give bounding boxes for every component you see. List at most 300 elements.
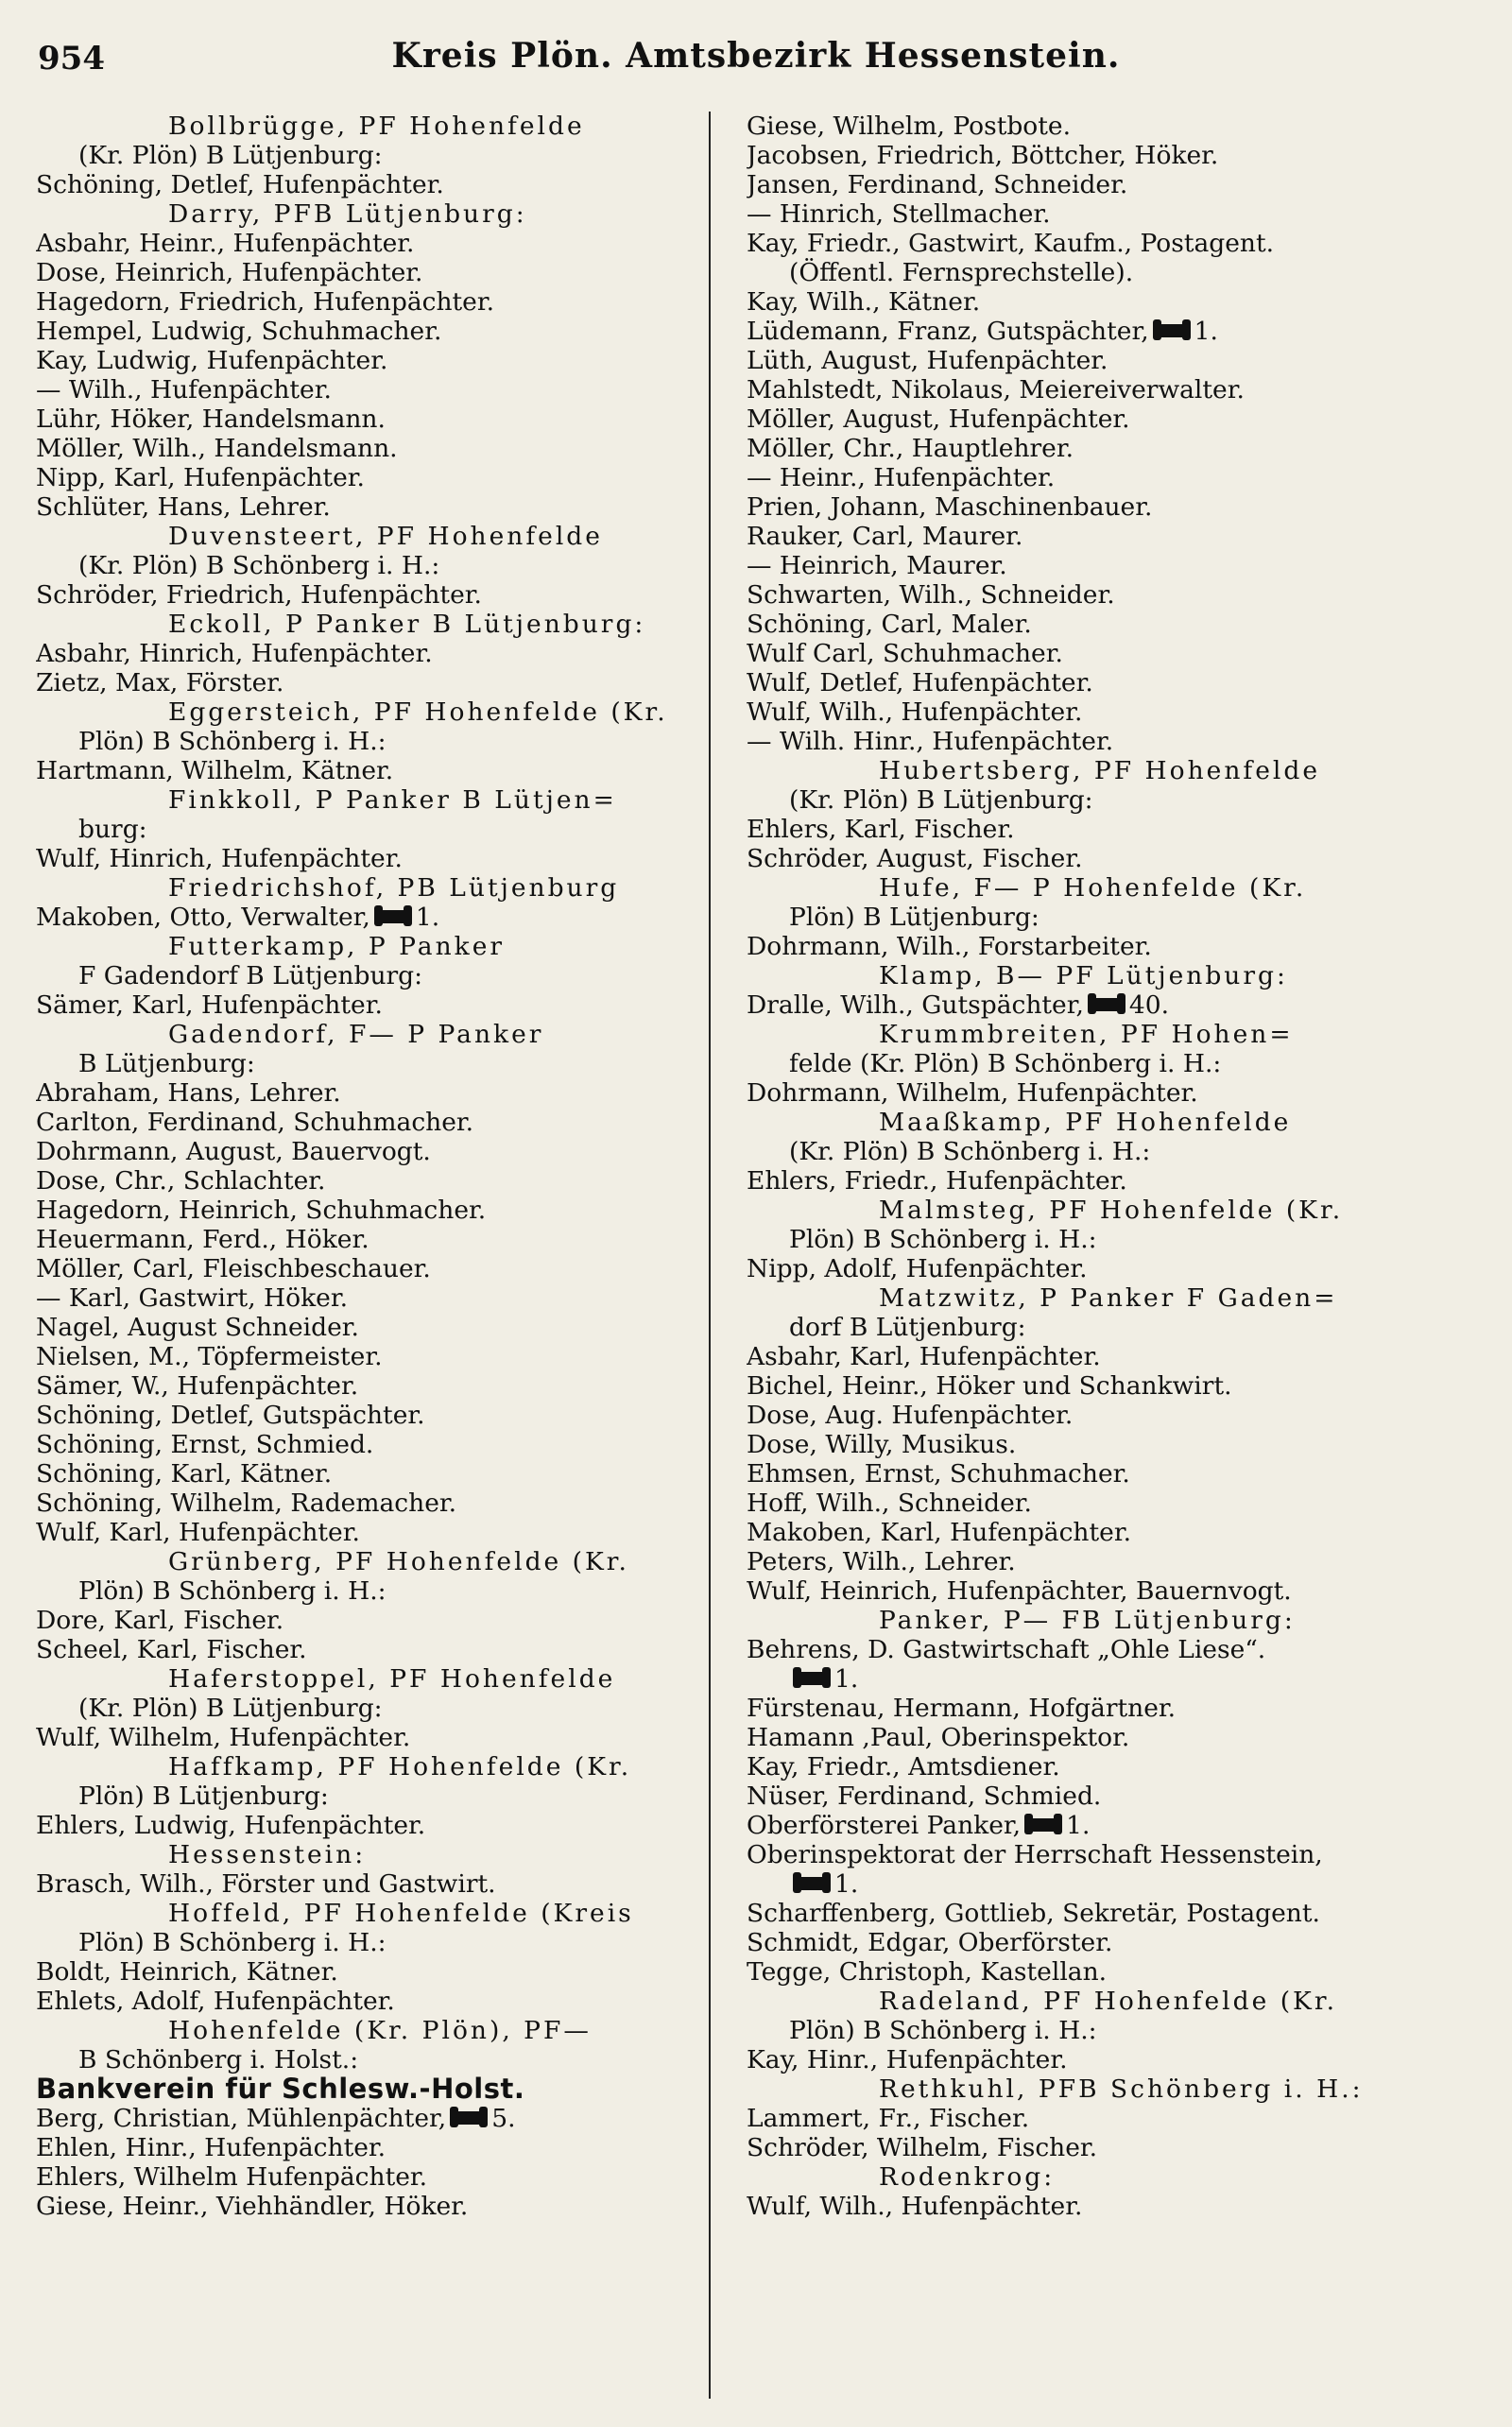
directory-entry: [747, 1664, 1427, 1694]
entry-text: Makoben, Otto, Verwalter,: [36, 903, 370, 932]
directory-entry: [747, 2045, 1427, 2074]
entry-text: Lammert, Fr., Fischer.: [747, 2104, 1030, 2133]
entry-text: Jacobsen, Friedrich, Böttcher, Höker.: [747, 141, 1219, 170]
entry-text: Rodenkrog:: [879, 2162, 1056, 2192]
directory-entry: [747, 1811, 1427, 1840]
entry-text: Jansen, Ferdinand, Schneider.: [747, 170, 1128, 199]
directory-entry: [36, 375, 716, 404]
directory-entry: [747, 1869, 1427, 1899]
place-heading: [747, 756, 1427, 785]
entry-text: (Kr. Plön) B Lütjenburg:: [78, 1694, 383, 1723]
entry-text: Schröder, Wilhelm, Fischer.: [747, 2133, 1098, 2162]
directory-entry: [747, 932, 1427, 961]
entry-text: Schöning, Detlef, Hufenpächter.: [36, 170, 444, 199]
entry-text: Hamann ,Paul, Oberinspektor.: [747, 1723, 1130, 1752]
directory-entry: [747, 1694, 1427, 1723]
entry-text: B Schönberg i. Holst.:: [78, 2045, 359, 2074]
directory-entry: [747, 844, 1427, 873]
entry-text: Panker, P— FB Lütjenburg:: [879, 1606, 1296, 1635]
entry-text: Carlton, Ferdinand, Schuhmacher.: [36, 1108, 474, 1137]
entry-text: — Hinrich, Stellmacher.: [747, 199, 1051, 229]
directory-entry: [36, 1225, 716, 1254]
directory-entry: [747, 287, 1427, 317]
entry-text: Schlüter, Hans, Lehrer.: [36, 492, 331, 522]
place-heading: [36, 522, 716, 551]
entry-text: Finkkoll, P Panker B Lütjen=: [168, 785, 617, 815]
directory-entry: [36, 1606, 716, 1635]
entry-text: Hessenstein:: [168, 1840, 367, 1869]
directory-entry: [36, 639, 716, 668]
entry-text: Schöning, Karl, Kätner.: [36, 1459, 333, 1489]
directory-entry: [747, 1957, 1427, 1987]
entry-text: Hempel, Ludwig, Schuhmacher.: [36, 317, 442, 346]
entry-text: Sämer, W., Hufenpächter.: [36, 1371, 359, 1401]
directory-entry: [747, 551, 1427, 580]
directory-entry: [747, 580, 1427, 610]
directory-entry: [36, 1166, 716, 1196]
directory-entry: [747, 404, 1427, 434]
entry-text: — Wilh. Hinr., Hufenpächter.: [747, 727, 1114, 756]
directory-entry: [36, 2045, 716, 2074]
directory-entry: [747, 727, 1427, 756]
entry-text: Krummbreiten, PF Hohen=: [879, 1020, 1294, 1049]
entry-text: Prien, Johann, Maschinenbauer.: [747, 492, 1153, 522]
telephone-icon: [452, 2111, 486, 2125]
directory-entry: [36, 141, 716, 170]
bank-advertisement: [36, 2074, 716, 2104]
directory-entry: [36, 1459, 716, 1489]
directory-entry: [36, 170, 716, 199]
directory-entry: [747, 2104, 1427, 2133]
directory-entry: [36, 434, 716, 463]
place-heading: [36, 112, 716, 141]
directory-entry: [747, 463, 1427, 492]
place-heading: [747, 961, 1427, 990]
directory-entry: [36, 1811, 716, 1840]
entry-text: Plön) B Schönberg i. H.:: [789, 2016, 1097, 2045]
directory-entry: [36, 1078, 716, 1108]
place-heading: [747, 1108, 1427, 1137]
directory-entry: [36, 317, 716, 346]
telephone-number: 1.: [415, 903, 440, 932]
directory-entry: [747, 1899, 1427, 1928]
entry-text: Ehlets, Adolf, Hufenpächter.: [36, 1987, 395, 2016]
entry-text: Oberinspektorat der Herrschaft Hessenstein,: [747, 1840, 1323, 1869]
directory-entry: [36, 727, 716, 756]
directory-entry: [36, 551, 716, 580]
directory-entry: [747, 1518, 1427, 1547]
left-column: [36, 112, 716, 2221]
directory-entry: [747, 170, 1427, 199]
telephone-icon: [1090, 998, 1124, 1011]
entry-text: Plön) B Lütjenburg:: [789, 903, 1040, 932]
telephone-icon: [1155, 324, 1189, 337]
directory-entry: [747, 697, 1427, 727]
place-heading: [747, 873, 1427, 903]
entry-text: Dore, Karl, Fischer.: [36, 1606, 284, 1635]
directory-entry: [747, 1430, 1427, 1459]
directory-entry: [747, 1840, 1427, 1869]
place-heading: [747, 2074, 1427, 2104]
directory-entry: [36, 258, 716, 287]
entry-text: Schöning, Carl, Maler.: [747, 610, 1032, 639]
entry-text: — Wilh., Hufenpächter.: [36, 375, 332, 404]
directory-entry: [36, 1430, 716, 1459]
entry-text: Plön) B Schönberg i. H.:: [78, 1576, 387, 1606]
directory-entry: [36, 815, 716, 844]
telephone-number: 40.: [1128, 990, 1170, 1020]
entry-text: (Kr. Plön) B Schönberg i. H.:: [78, 551, 440, 580]
entry-text: Ehlers, Ludwig, Hufenpächter.: [36, 1811, 426, 1840]
place-heading: [747, 1196, 1427, 1225]
entry-text: Mahlstedt, Nikolaus, Meiereiverwalter.: [747, 375, 1245, 404]
entry-text: Wulf, Detlef, Hufenpächter.: [747, 668, 1093, 697]
entry-text: Boldt, Heinrich, Kätner.: [36, 1957, 338, 1987]
directory-entry: [36, 463, 716, 492]
directory-entry: [36, 287, 716, 317]
entry-text: Schröder, August, Fischer.: [747, 844, 1083, 873]
entry-text: Hoffeld, PF Hohenfelde (Kreis: [168, 1899, 634, 1928]
directory-entry: [36, 1137, 716, 1166]
entry-text: Lüth, August, Hufenpächter.: [747, 346, 1108, 375]
entry-text: Wulf, Wilh., Hufenpächter.: [747, 697, 1083, 727]
directory-entry: [36, 1869, 716, 1899]
entry-text: — Heinr., Hufenpächter.: [747, 463, 1056, 492]
telephone-number: 1.: [1194, 317, 1218, 346]
page-title: Kreis Plön. Amtsbezirk Hessenstein.: [391, 36, 1121, 76]
telephone-icon: [376, 910, 410, 923]
entry-text: Asbahr, Karl, Hufenpächter.: [747, 1342, 1101, 1371]
directory-entry: [36, 1254, 716, 1283]
directory-entry: [36, 1342, 716, 1371]
entry-text: Scharffenberg, Gottlieb, Sekretär, Postagent.: [747, 1899, 1320, 1928]
directory-entry: [747, 346, 1427, 375]
entry-text: Wulf, Hinrich, Hufenpächter.: [36, 844, 403, 873]
directory-entry: [36, 1928, 716, 1957]
entry-text: Oberförsterei Panker,: [747, 1811, 1022, 1840]
directory-entry: [36, 346, 716, 375]
place-heading: [36, 1547, 716, 1576]
entry-text: Bankverein für Schlesw.-Holst.: [36, 2074, 525, 2104]
entry-text: Schwarten, Wilh., Schneider.: [747, 580, 1115, 610]
entry-text: Eckoll, P Panker B Lütjenburg:: [168, 610, 646, 639]
directory-entry: [747, 1928, 1427, 1957]
column-divider: [709, 112, 711, 2399]
directory-entry: [747, 229, 1427, 258]
directory-entry: [36, 903, 716, 932]
entry-text: Eggersteich, PF Hohenfelde (Kr.: [168, 697, 668, 727]
directory-entry: [36, 1957, 716, 1987]
entry-text: Hagedorn, Friedrich, Hufenpächter.: [36, 287, 495, 317]
directory-entry: [747, 112, 1427, 141]
entry-text: Rethkuhl, PFB Schönberg i. H.:: [879, 2074, 1364, 2104]
entry-text: Abraham, Hans, Lehrer.: [36, 1078, 341, 1108]
entry-text: Möller, August, Hufenpächter.: [747, 404, 1130, 434]
directory-entry: [747, 1078, 1427, 1108]
entry-text: F Gadendorf B Lütjenburg:: [78, 961, 423, 990]
directory-entry: [36, 1576, 716, 1606]
directory-entry: [747, 141, 1427, 170]
directory-entry: [747, 522, 1427, 551]
entry-text: Maaßkamp, PF Hohenfelde: [879, 1108, 1292, 1137]
telephone-number: 1.: [834, 1869, 859, 1899]
telephone-icon: [1026, 1818, 1060, 1832]
entry-text: Gadendorf, F— P Panker: [168, 1020, 544, 1049]
entry-text: Bollbrügge, PF Hohenfelde: [168, 112, 585, 141]
place-heading: [36, 2016, 716, 2045]
telephone-icon: [795, 1672, 829, 1685]
entry-text: Hartmann, Wilhelm, Kätner.: [36, 756, 394, 785]
telephone-number: 5.: [491, 2104, 516, 2133]
place-heading: [36, 1840, 716, 1869]
entry-text: burg:: [78, 815, 147, 844]
entry-text: Möller, Carl, Fleischbeschauer.: [36, 1254, 431, 1283]
entry-text: Hoff, Wilh., Schneider.: [747, 1489, 1032, 1518]
entry-text: Ehlers, Friedr., Hufenpächter.: [747, 1166, 1127, 1196]
place-heading: [36, 1899, 716, 1928]
entry-text: Kay, Friedr., Gastwirt, Kaufm., Postagent.: [747, 229, 1275, 258]
place-heading: [747, 1987, 1427, 2016]
directory-entry: [747, 610, 1427, 639]
entry-text: Dralle, Wilh., Gutspächter,: [747, 990, 1084, 1020]
entry-text: Sämer, Karl, Hufenpächter.: [36, 990, 383, 1020]
directory-entry: [747, 1166, 1427, 1196]
entry-text: Nüser, Ferdinand, Schmied.: [747, 1782, 1102, 1811]
place-heading: [36, 785, 716, 815]
directory-entry: [747, 2016, 1427, 2045]
entry-text: dorf B Lütjenburg:: [789, 1313, 1026, 1342]
entry-text: Wulf, Wilhelm, Hufenpächter.: [36, 1723, 411, 1752]
directory-entry: [747, 317, 1427, 346]
place-heading: [747, 1283, 1427, 1313]
directory-entry: [747, 375, 1427, 404]
directory-entry: [36, 961, 716, 990]
entry-text: Brasch, Wilh., Förster und Gastwirt.: [36, 1869, 496, 1899]
page-number: 954: [38, 40, 105, 77]
entry-text: Kay, Friedr., Amtsdiener.: [747, 1752, 1060, 1782]
directory-entry: [36, 2104, 716, 2133]
entry-text: (Kr. Plön) B Schönberg i. H.:: [789, 1137, 1151, 1166]
directory-entry: [36, 1723, 716, 1752]
directory-entry: [747, 1635, 1427, 1664]
entry-text: Hufe, F— P Hohenfelde (Kr.: [879, 873, 1307, 903]
entry-text: Fürstenau, Hermann, Hofgärtner.: [747, 1694, 1177, 1723]
entry-text: Möller, Wilh., Handelsmann.: [36, 434, 398, 463]
directory-entry: [747, 492, 1427, 522]
entry-text: Dose, Willy, Musikus.: [747, 1430, 1017, 1459]
entry-text: Haffkamp, PF Hohenfelde (Kr.: [168, 1752, 632, 1782]
directory-entry: [36, 1049, 716, 1078]
entry-text: — Heinrich, Maurer.: [747, 551, 1007, 580]
directory-entry: [747, 1225, 1427, 1254]
entry-text: Schröder, Friedrich, Hufenpächter.: [36, 580, 482, 610]
directory-entry: [747, 1401, 1427, 1430]
place-heading: [36, 1664, 716, 1694]
directory-entry: [36, 990, 716, 1020]
entry-text: Dohrmann, Wilhelm, Hufenpächter.: [747, 1078, 1198, 1108]
entry-text: Dose, Aug. Hufenpächter.: [747, 1401, 1074, 1430]
directory-entry: [36, 1313, 716, 1342]
directory-entry: [747, 990, 1427, 1020]
directory-entry: [36, 1694, 716, 1723]
directory-entry: [747, 199, 1427, 229]
directory-entry: [747, 1489, 1427, 1518]
entry-text: Matzwitz, P Panker F Gaden=: [879, 1283, 1338, 1313]
directory-entry: [747, 1752, 1427, 1782]
place-heading: [747, 1020, 1427, 1049]
directory-entry: [747, 1547, 1427, 1576]
directory-entry: [747, 1371, 1427, 1401]
entry-text: Lühr, Höker, Handelsmann.: [36, 404, 386, 434]
entry-text: felde (Kr. Plön) B Schönberg i. H.:: [789, 1049, 1222, 1078]
entry-text: Dose, Chr., Schlachter.: [36, 1166, 326, 1196]
directory-entry: [747, 1723, 1427, 1752]
entry-text: Nagel, August Schneider.: [36, 1313, 359, 1342]
entry-text: Wulf, Heinrich, Hufenpächter, Bauernvogt.: [747, 1576, 1292, 1606]
entry-text: Dohrmann, Wilh., Forstarbeiter.: [747, 932, 1152, 961]
directory-entry: [747, 1342, 1427, 1371]
entry-text: Nipp, Karl, Hufenpächter.: [36, 463, 365, 492]
place-heading: [36, 1752, 716, 1782]
directory-entry: [747, 1782, 1427, 1811]
place-heading: [36, 1020, 716, 1049]
directory-entry: [36, 1518, 716, 1547]
entry-text: Radeland, PF Hohenfelde (Kr.: [879, 1987, 1338, 2016]
entry-text: Klamp, B— PF Lütjenburg:: [879, 961, 1288, 990]
entry-text: Hohenfelde (Kr. Plön), PF—: [168, 2016, 592, 2045]
directory-entry: [747, 258, 1427, 287]
directory-entry: [36, 1635, 716, 1664]
entry-text: Kay, Ludwig, Hufenpächter.: [36, 346, 388, 375]
directory-entry: [747, 639, 1427, 668]
entry-text: Kay, Hinr., Hufenpächter.: [747, 2045, 1068, 2074]
directory-entry: [36, 844, 716, 873]
entry-text: Giese, Wilhelm, Postbote.: [747, 112, 1072, 141]
entry-text: Nielsen, M., Töpfermeister.: [36, 1342, 383, 1371]
entry-text: — Karl, Gastwirt, Höker.: [36, 1283, 349, 1313]
place-heading: [36, 932, 716, 961]
directory-entry: [36, 1489, 716, 1518]
entry-text: Plön) B Schönberg i. H.:: [78, 1928, 387, 1957]
place-heading: [36, 610, 716, 639]
entry-text: Asbahr, Hinrich, Hufenpächter.: [36, 639, 433, 668]
directory-entry: [36, 580, 716, 610]
directory-entry: [36, 1371, 716, 1401]
entry-text: Rauker, Carl, Maurer.: [747, 522, 1023, 551]
directory-entry: [747, 785, 1427, 815]
entry-text: Friedrichshof, PB Lütjenburg: [168, 873, 620, 903]
entry-text: Makoben, Karl, Hufenpächter.: [747, 1518, 1132, 1547]
directory-entry: [747, 668, 1427, 697]
entry-text: Nipp, Adolf, Hufenpächter.: [747, 1254, 1088, 1283]
entry-text: Ehlen, Hinr., Hufenpächter.: [36, 2133, 387, 2162]
entry-text: Dohrmann, August, Bauervogt.: [36, 1137, 431, 1166]
directory-entry: [747, 1137, 1427, 1166]
place-heading: [36, 873, 716, 903]
directory-entry: [36, 668, 716, 697]
right-column: [747, 112, 1427, 2221]
entry-text: Zietz, Max, Förster.: [36, 668, 284, 697]
directory-entry: [747, 1576, 1427, 1606]
entry-text: Kay, Wilh., Kätner.: [747, 287, 981, 317]
place-heading: [747, 2162, 1427, 2192]
directory-entry: [747, 815, 1427, 844]
directory-entry: [36, 1283, 716, 1313]
entry-text: Hagedorn, Heinrich, Schuhmacher.: [36, 1196, 487, 1225]
entry-text: Darry, PFB Lütjenburg:: [168, 199, 527, 229]
entry-text: Lüdemann, Franz, Gutspächter,: [747, 317, 1149, 346]
entry-text: Scheel, Karl, Fischer.: [36, 1635, 307, 1664]
entry-text: Giese, Heinr., Viehhändler, Höker.: [36, 2192, 469, 2221]
entry-text: Ehmsen, Ernst, Schuhmacher.: [747, 1459, 1130, 1489]
place-heading: [747, 1606, 1427, 1635]
telephone-number: 1.: [1066, 1811, 1091, 1840]
entry-text: (Kr. Plön) B Lütjenburg:: [789, 785, 1093, 815]
entry-text: Peters, Wilh., Lehrer.: [747, 1547, 1016, 1576]
entry-text: Ehlers, Karl, Fischer.: [747, 815, 1015, 844]
telephone-icon: [795, 1877, 829, 1890]
entry-text: Heuermann, Ferd., Höker.: [36, 1225, 369, 1254]
entry-text: Plön) B Schönberg i. H.:: [78, 727, 387, 756]
entry-text: Malmsteg, PF Hohenfelde (Kr.: [879, 1196, 1344, 1225]
entry-text: Behrens, D. Gastwirtschaft „Ohle Liese“.: [747, 1635, 1266, 1664]
entry-text: Möller, Chr., Hauptlehrer.: [747, 434, 1074, 463]
entry-text: Grünberg, PF Hohenfelde (Kr.: [168, 1547, 629, 1576]
entry-text: Tegge, Christoph, Kastellan.: [747, 1957, 1108, 1987]
telephone-number: 1.: [834, 1664, 859, 1694]
entry-text: Wulf, Wilh., Hufenpächter.: [747, 2192, 1083, 2221]
directory-entry: [747, 903, 1427, 932]
place-heading: [36, 199, 716, 229]
directory-entry: [36, 2162, 716, 2192]
entry-text: Schöning, Detlef, Gutspächter.: [36, 1401, 425, 1430]
directory-entry: [36, 2133, 716, 2162]
directory-entry: [36, 756, 716, 785]
directory-entry: [747, 2133, 1427, 2162]
entry-text: Wulf, Karl, Hufenpächter.: [36, 1518, 360, 1547]
entry-text: B Lütjenburg:: [78, 1049, 255, 1078]
directory-entry: [36, 404, 716, 434]
page-header: [38, 36, 1474, 93]
entry-text: Schöning, Ernst, Schmied.: [36, 1430, 374, 1459]
entry-text: (Kr. Plön) B Lütjenburg:: [78, 141, 383, 170]
entry-text: Futterkamp, P Panker: [168, 932, 506, 961]
directory-entry: [36, 2192, 716, 2221]
entry-text: Haferstoppel, PF Hohenfelde: [168, 1664, 616, 1694]
directory-entry: [36, 1987, 716, 2016]
entry-text: Plön) B Schönberg i. H.:: [789, 1225, 1097, 1254]
entry-text: Berg, Christian, Mühlenpächter,: [36, 2104, 447, 2133]
entry-text: Bichel, Heinr., Höker und Schankwirt.: [747, 1371, 1232, 1401]
entry-text: (Öffentl. Fernsprechstelle).: [789, 258, 1134, 287]
directory-entry: [36, 492, 716, 522]
entry-text: Wulf Carl, Schuhmacher.: [747, 639, 1063, 668]
entry-text: Ehlers, Wilhelm Hufenpächter.: [36, 2162, 428, 2192]
directory-entry: [36, 1196, 716, 1225]
directory-entry: [747, 434, 1427, 463]
directory-entry: [747, 2192, 1427, 2221]
entry-text: Hubertsberg, PF Hohenfelde: [879, 756, 1320, 785]
directory-entry: [747, 1313, 1427, 1342]
entry-text: Plön) B Lütjenburg:: [78, 1782, 329, 1811]
directory-entry: [36, 229, 716, 258]
entry-text: Dose, Heinrich, Hufenpächter.: [36, 258, 423, 287]
place-heading: [36, 697, 716, 727]
directory-entry: [747, 1459, 1427, 1489]
entry-text: Schöning, Wilhelm, Rademacher.: [36, 1489, 457, 1518]
directory-entry: [747, 1049, 1427, 1078]
entry-text: Asbahr, Heinr., Hufenpächter.: [36, 229, 415, 258]
